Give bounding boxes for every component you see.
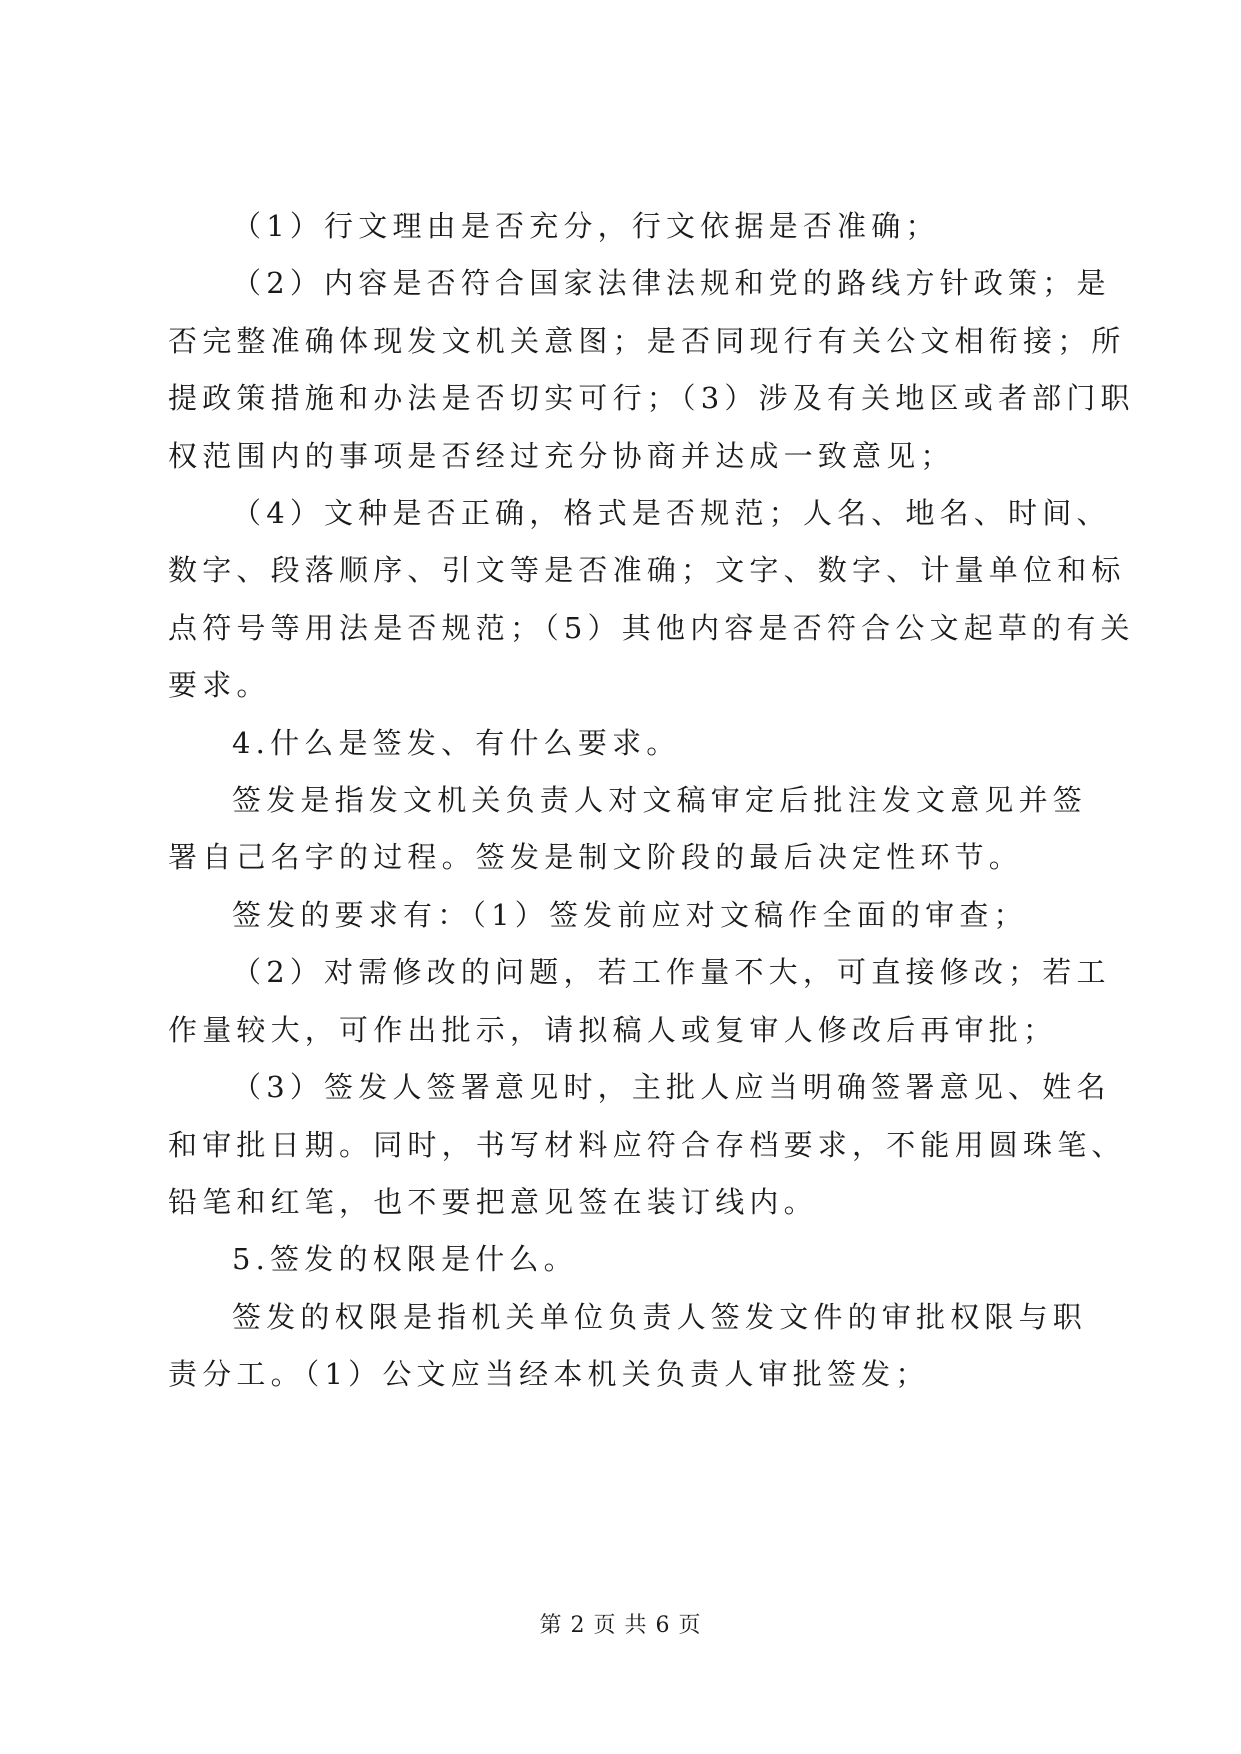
page-number-label: 第 2 页 共 6 页 bbox=[539, 1613, 702, 1638]
text-line: 权范围内的事项是否经过充分协商并达成一致意见； bbox=[168, 438, 955, 473]
text-line: 铅笔和红笔，也不要把意见签在装订线内。 bbox=[168, 1184, 818, 1219]
text-line: 和审批日期。同时，书写材料应符合存档要求，不能用圆珠笔、 bbox=[168, 1127, 1126, 1162]
document-body bbox=[168, 198, 1135, 1404]
text-line: 数字、段落顺序、引文等是否准确；文字、数字、计量单位和标 bbox=[168, 553, 1126, 588]
text-line: （2）内容是否符合国家法律法规和党的路线方针政策；是 bbox=[232, 266, 1111, 301]
text-line: 作量较大，可作出批示，请拟稿人或复审人修改后再审批； bbox=[168, 1012, 1058, 1047]
text-line: 否完整准确体现发文机关意图；是否同现行有关公文相衔接；所 bbox=[168, 323, 1126, 358]
text-line: 点符号等用法是否规范；（5）其他内容是否符合公文起草的有关 bbox=[168, 610, 1135, 645]
text-line: （1）行文理由是否充分，行文依据是否准确； bbox=[232, 209, 940, 243]
text-line: 签发是指发文机关负责人对文稿审定后批注发文意见并签 bbox=[232, 783, 1088, 818]
text-line: （3）签发人签署意见时，主批人应当明确签署意见、姓名 bbox=[232, 1070, 1111, 1105]
page-footer bbox=[0, 1608, 1241, 1639]
text-line: 署自己名字的过程。签发是制文阶段的最后决定性环节。 bbox=[168, 840, 1024, 875]
section-heading: 5.签发的权限是什么。 bbox=[232, 1242, 578, 1277]
section-heading: 4.什么是签发、有什么要求。 bbox=[232, 725, 681, 760]
text-line: （4）文种是否正确，格式是否规范；人名、地名、时间、 bbox=[232, 496, 1111, 531]
text-line: 签发的要求有：（1）签发前应对文稿作全面的审查； bbox=[232, 897, 1028, 932]
text-line: 责分工。（1）公文应当经本机关负责人审批签发； bbox=[168, 1357, 930, 1392]
text-line: 要求。 bbox=[168, 668, 271, 703]
text-line: 提政策措施和办法是否切实可行；（3）涉及有关地区或者部门职 bbox=[168, 381, 1135, 416]
text-line: 签发的权限是指机关单位负责人签发文件的审批权限与职 bbox=[232, 1299, 1088, 1334]
text-line: （2）对需修改的问题，若工作量不大，可直接修改；若工 bbox=[232, 955, 1111, 990]
